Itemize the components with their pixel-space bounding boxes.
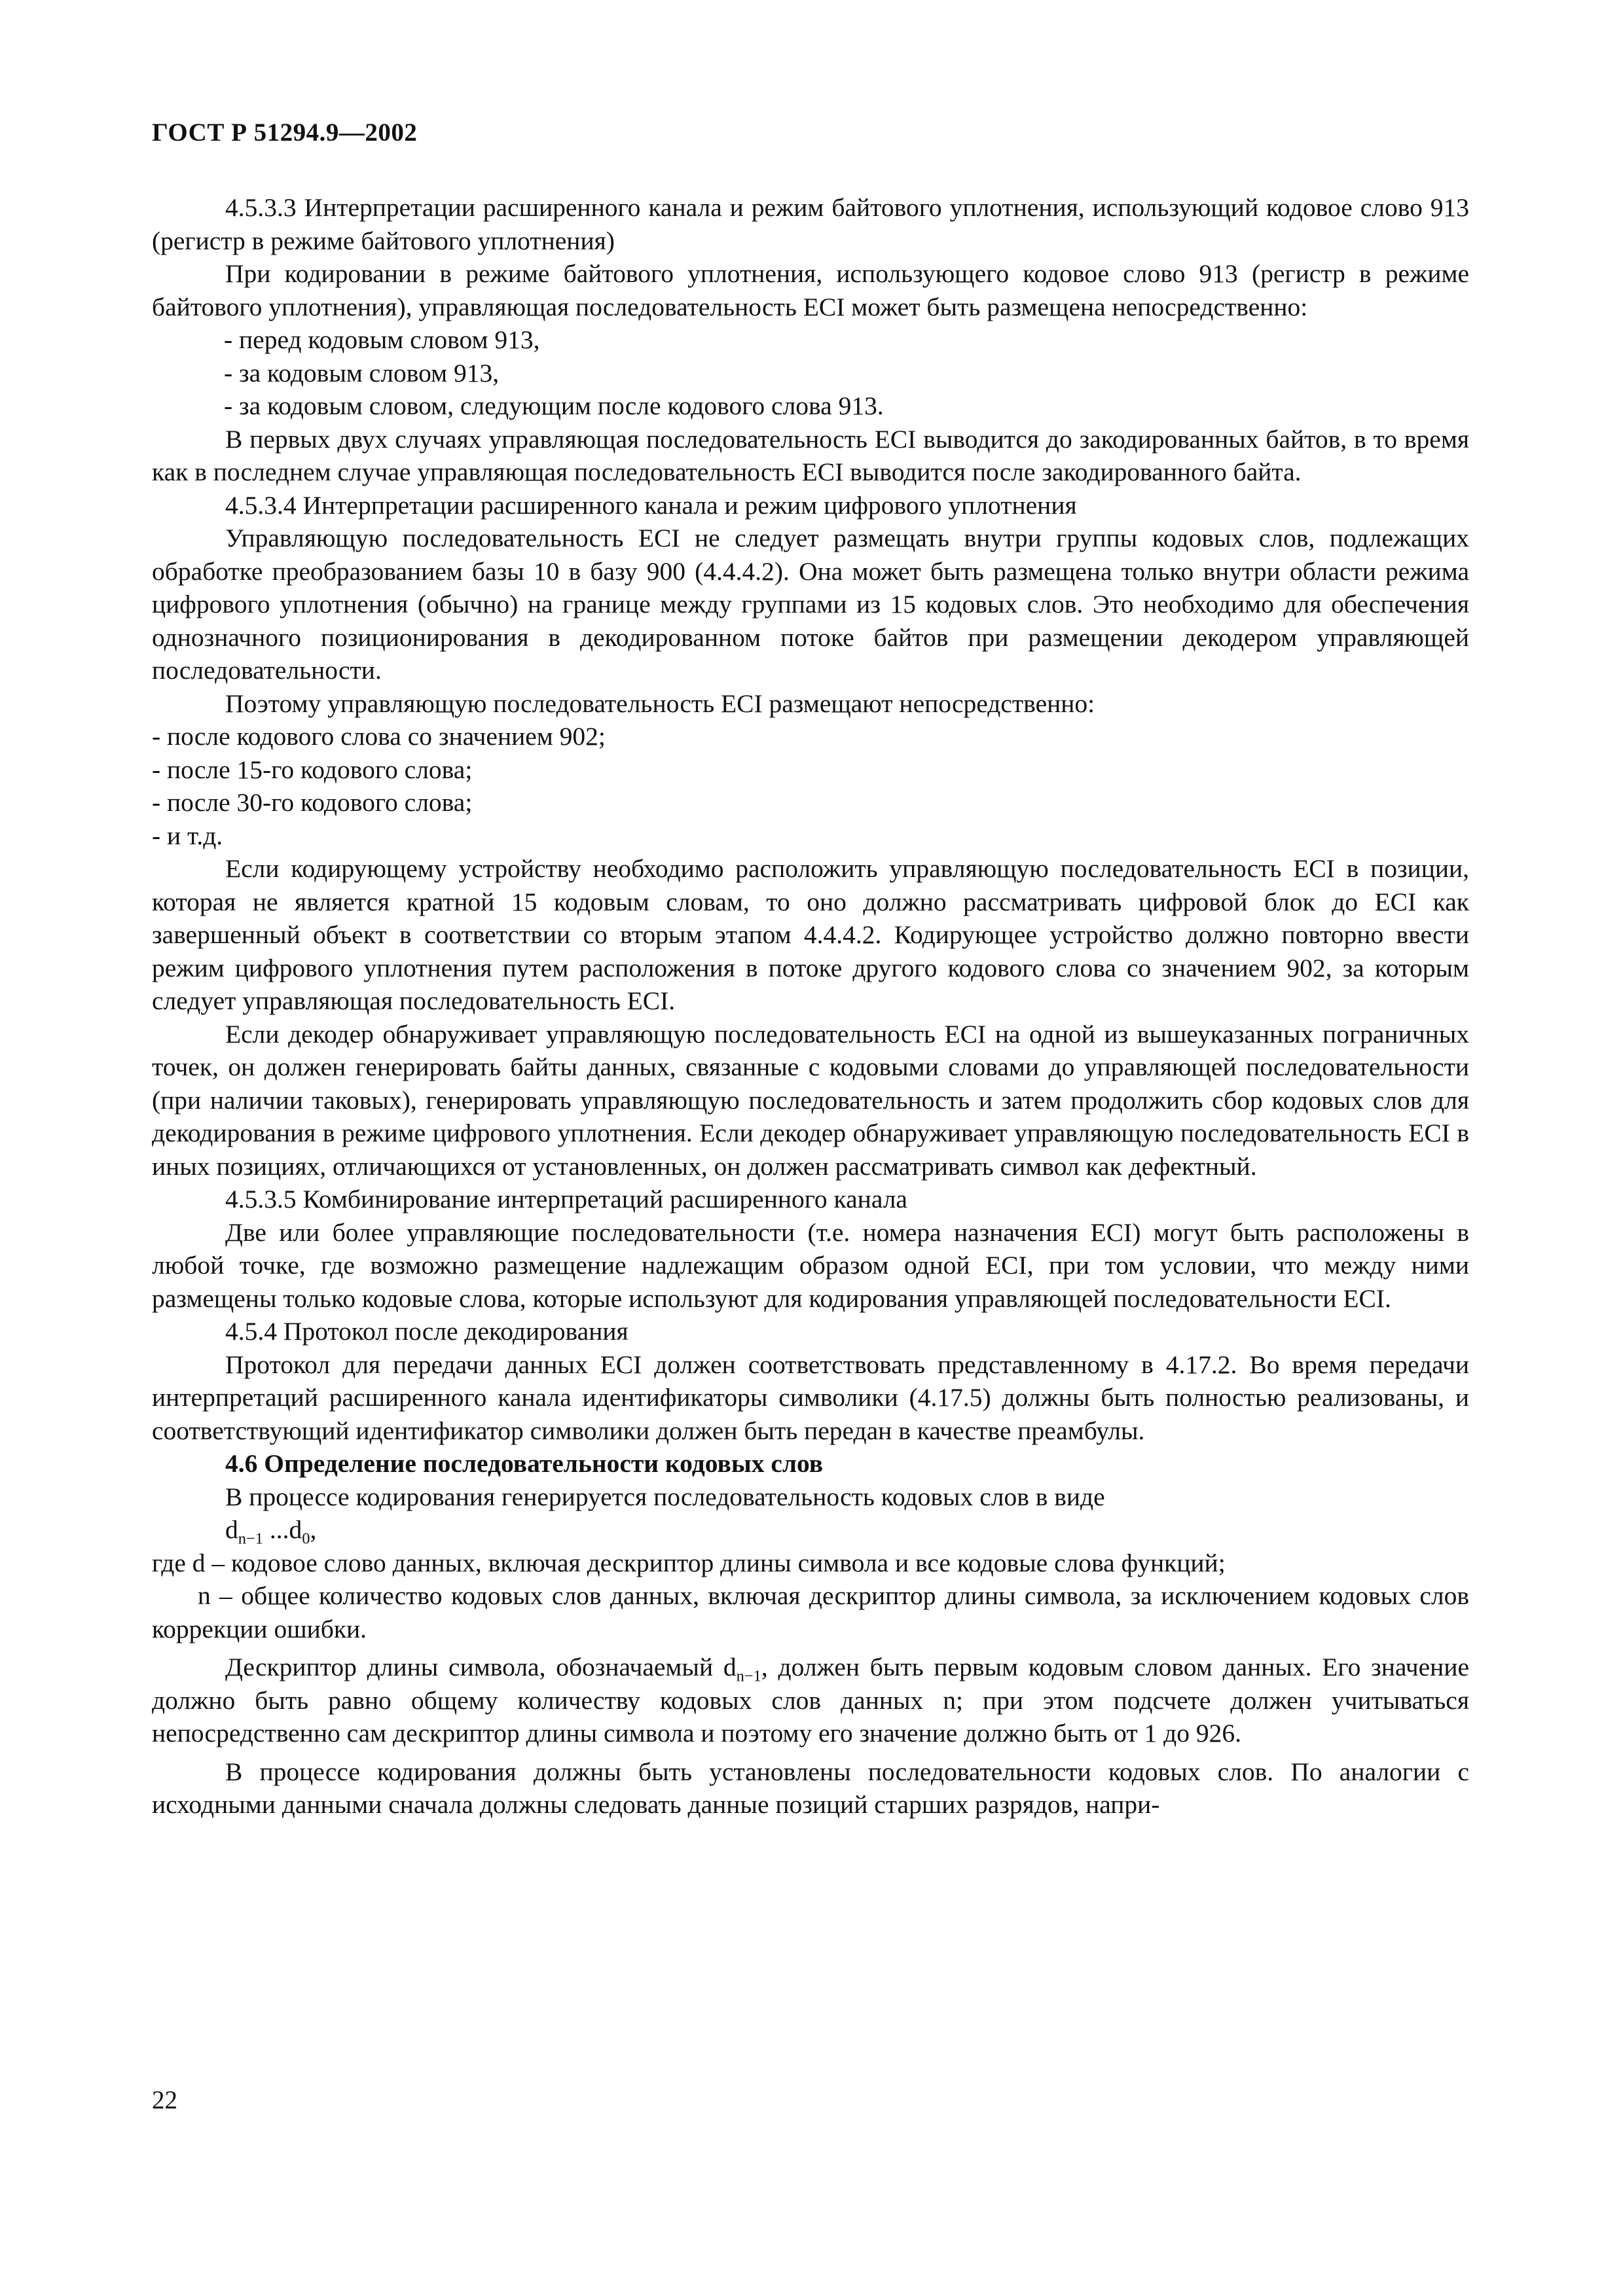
formula-sub-n-1: n−1 xyxy=(238,1530,264,1548)
section-4-5-3-4-para2: Поэтому управляющую последовательность ECI размещают непосредственно: xyxy=(225,689,1095,718)
section-4-5-3-4-heading: 4.5.3.4 Интерпретации расширенного канала и режим цифрового уплотнения xyxy=(225,490,1077,520)
desc-post: , должен быть первым кодовым словом данных. Его значение должно быть равно общему количеству кодовых слов данных n; при этом подсчете должен учитываться непосредственно сам дескриптор длины символа и поэтому его значение должно быть от 1 до 926. xyxy=(152,1653,1469,1748)
list-item: - за кодовым словом, следующим после кодового слова 913. xyxy=(224,391,884,420)
section-4-6-last-para: В процессе кодирования должны быть установлены последовательности кодовых слов. По аналогии с исходными данными сначала должны следовать данные позиций старших разрядов, напри- xyxy=(152,1757,1469,1819)
section-4-6-heading: 4.6 Определение последовательности кодовых слов xyxy=(225,1449,824,1478)
section-4-5-3-3-after: В первых двух случаях управляющая последовательность ECI выводится до закодированных байтов, в то время как в последнем случае управляющая последовательность ECI выводится после закодированного байта. xyxy=(152,424,1469,486)
codeword-sequence-formula xyxy=(152,1513,1469,1547)
section-4-6-intro: В процессе кодирования генерируется последовательность кодовых слов в виде xyxy=(225,1482,1105,1511)
definition-d: где d – кодовое слово данных, включая дескриптор длины символа и все кодовые слова функций; xyxy=(152,1548,1226,1577)
list-item: - после кодового слова со значением 902; xyxy=(152,722,606,751)
list-item: - после 15-го кодового слова; xyxy=(152,755,473,784)
section-4-5-3-4-para4: Если декодер обнаруживает управляющую последовательность ECI на одной из вышеуказанных пограничных точек, он должен генерировать байты данных, связанные с кодовыми словами до управляющей последовательности (при наличии таковых), генерировать управляющую последовательность и затем продолжить сбор кодовых слов для декодирования в режиме цифрового уплотнения. Если декодер обнаруживает управляющую последовательность ECI в иных позициях, отличающихся от установленных, он должен рассматривать символ как дефектный. xyxy=(152,1019,1469,1181)
list-item: - и т.д. xyxy=(152,821,223,850)
list-item: - за кодовым словом 913, xyxy=(224,358,500,387)
section-4-5-3-5-heading: 4.5.3.5 Комбинирование интерпретаций расширенного канала xyxy=(225,1185,907,1213)
definition-n: n – общее количество кодовых слов данных, включая дескриптор длины символа, за исключением кодовых слов коррекции ошибки. xyxy=(152,1581,1469,1643)
formula-d: d xyxy=(225,1515,238,1544)
document-header: ГОСТ Р 51294.9—2002 xyxy=(152,118,418,147)
formula-sub-0: 0 xyxy=(302,1530,310,1548)
list-item: - перед кодовым словом 913, xyxy=(224,325,540,354)
document-body xyxy=(152,191,1469,1821)
section-4-5-4-heading: 4.5.4 Протокол после декодирования xyxy=(225,1317,629,1346)
formula-mid: ...d xyxy=(263,1515,302,1544)
section-4-5-4-para: Протокол для передачи данных ECI должен соответствовать представленному в 4.17.2. Во время передачи интерпретаций расширенного канала идентификаторы символики (4.17.5) должны быть полностью реализованы, и соответствующий идентификатор символики должен быть передан в качестве преамбулы. xyxy=(152,1350,1469,1445)
section-4-5-3-4-para1: Управляющую последовательность ECI не следует размещать внутри группы кодовых слов, подлежащих обработке преобразованием базы 10 в базу 900 (4.4.4.2). Она может быть размещена только внутри области режима цифрового уплотнения (обычно) на границе между группами из 15 кодовых слов. Это необходимо для обеспечения однозначного позиционирования в декодированном потоке байтов при размещении декодером управляющей последовательности. xyxy=(152,524,1469,685)
page-number: 22 xyxy=(152,2086,177,2114)
symbol-length-descriptor-para xyxy=(152,1651,1469,1750)
section-4-5-3-3-intro: При кодировании в режиме байтового уплотнения, использующего кодовое слово 913 (регистр в режиме байтового уплотнения), управляющая последовательность ECI может быть размещена непосредственно: xyxy=(152,259,1469,321)
section-4-5-3-5-para: Две или более управляющие последовательности (т.е. номера назначения ECI) могут быть расположены в любой точке, где возможно размещение надлежащим образом одной ECI, при том условии, что между ними размещены только кодовые слова, которые используют для кодирования управляющей последовательности ECI. xyxy=(152,1217,1469,1313)
formula-end: , xyxy=(310,1515,317,1544)
desc-pre: Дескриптор длины символа, обозначаемый d xyxy=(225,1653,737,1681)
list-item: - после 30-го кодового слова; xyxy=(152,788,473,817)
section-4-5-3-3-heading: 4.5.3.3 Интерпретации расширенного канала и режим байтового уплотнения, использующий кодовое слово 913 (регистр в режиме байтового уплотнения) xyxy=(152,193,1469,255)
desc-sub: n−1 xyxy=(736,1667,761,1685)
section-4-5-3-4-para3: Если кодирующему устройству необходимо расположить управляющую последовательность ECI в позиции, которая не является кратной 15 кодовым словам, то оно должно рассматривать цифровой блок до ECI как завершенный объект в соответствии со вторым этапом 4.4.4.2. Кодирующее устройство должно повторно ввести режим цифрового уплотнения путем расположения в потоке другого кодового слова со значением 902, за которым следует управляющая последовательность ECI. xyxy=(152,854,1469,1015)
